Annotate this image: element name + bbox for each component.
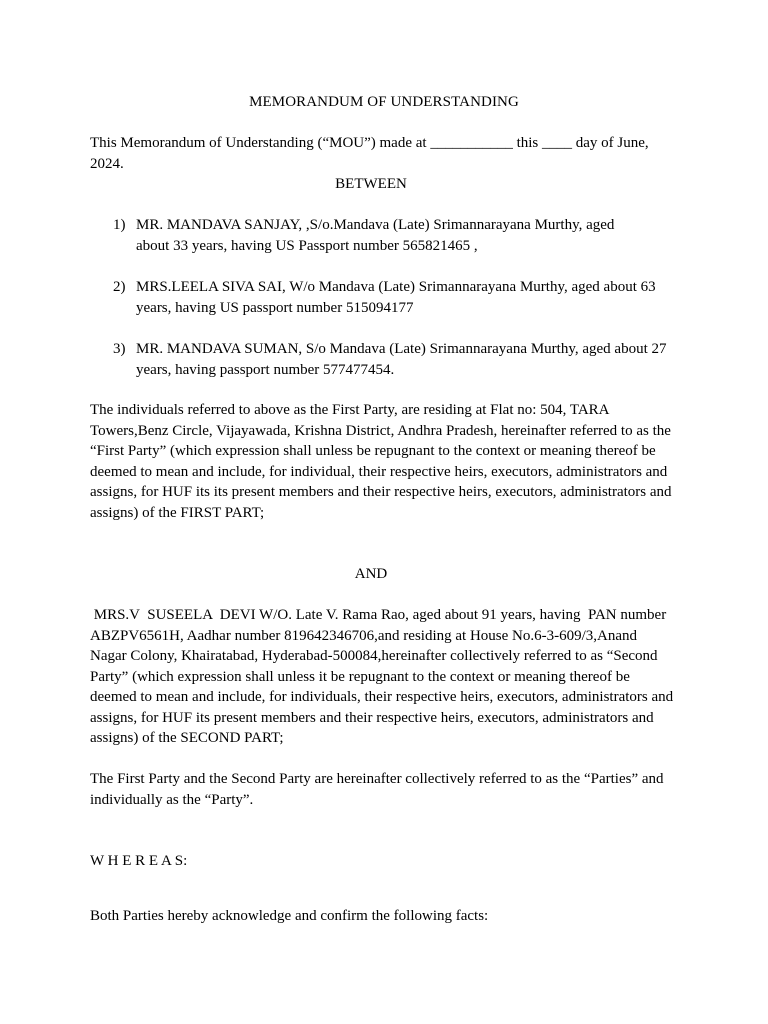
first-party-list-item: [113, 215, 680, 256]
paragraph-line: MRS.V SUSEELA DEVI W/O. Late V. Rama Rao, aged about 91 years, having PAN number: [90, 607, 667, 623]
list-line: MRS.LEELA SIVA SAI, W/o Mandava (Late) Srimannarayana Murthy, aged about 63: [136, 279, 656, 295]
paragraph-line: Nagar Colony, Khairatabad, Hyderabad-500084,hereinafter collectively referred to as “Second: [90, 648, 658, 664]
list-number: 1): [113, 217, 126, 233]
second-party-paragraph: [90, 605, 677, 749]
list-line: MR. MANDAVA SANJAY, ,S/o.Mandava (Late) Srimannarayana Murthy, aged: [136, 217, 615, 233]
list-number: 2): [113, 279, 126, 295]
list-line: years, having passport number 577477454.: [136, 361, 395, 378]
intro-line: 2024.: [90, 155, 124, 172]
paragraph-line: assigns, for HUF its its present members and their respective heirs, executors, administrators and: [90, 484, 672, 500]
first-party-paragraph: [90, 400, 677, 523]
list-line: MR. MANDAVA SUMAN, S/o Mandava (Late) Srimannarayana Murthy, aged about 27: [136, 341, 667, 357]
first-party-list-item: [113, 277, 680, 318]
paragraph-line: assigns) of the SECOND PART;: [90, 730, 284, 746]
paragraph-line: Towers,Benz Circle, Vijayawada, Krishna District, Andhra Pradesh, hereinafter referred to as the: [90, 422, 671, 439]
paragraph-line: “First Party” (which expression shall unless be repugnant to the context or meaning thereof be: [90, 443, 656, 459]
list-line: years, having US passport number 515094177: [136, 299, 414, 316]
paragraph-line: The First Party and the Second Party are hereinafter collectively referred to as the “Parties” and: [90, 771, 664, 787]
parties-definition-paragraph: [90, 769, 677, 810]
document-title: MEMORANDUM OF UNDERSTANDING: [249, 94, 519, 110]
between-heading: BETWEEN: [335, 176, 407, 192]
paragraph-line: individually as the “Party”.: [90, 791, 254, 808]
paragraph-line: deemed to mean and include, for individuals, their respective heirs, executors, administrators and: [90, 689, 674, 705]
first-party-list-item: [113, 339, 680, 380]
and-heading: AND: [354, 566, 388, 582]
acknowledge-line: Both Parties hereby acknowledge and confirm the following facts:: [90, 908, 489, 924]
paragraph-line: ABZPV6561H, Aadhar number 819642346706,and residing at House No.6-3-609/3,Anand: [90, 627, 638, 644]
intro-paragraph: [90, 133, 677, 174]
whereas-heading: W H E R E A S:: [90, 853, 188, 869]
intro-line: This Memorandum of Understanding (“MOU”) made at ___________ this ____ day of June,: [90, 135, 649, 151]
list-line: about 33 years, having US Passport number 565821465 ,: [136, 237, 478, 254]
paragraph-line: assigns) of the FIRST PART;: [90, 504, 265, 521]
paragraph-line: Party” (which expression shall unless it be repugnant to the context or meaning thereof be: [90, 668, 630, 685]
list-number: 3): [113, 341, 126, 357]
paragraph-line: The individuals referred to above as the First Party, are residing at Flat no: 504, TARA: [90, 402, 610, 418]
paragraph-line: deemed to mean and include, for individual, their respective heirs, executors, administrators and: [90, 463, 668, 480]
paragraph-line: assigns, for HUF its present members and their respective heirs, executors, administrators and: [90, 709, 654, 726]
